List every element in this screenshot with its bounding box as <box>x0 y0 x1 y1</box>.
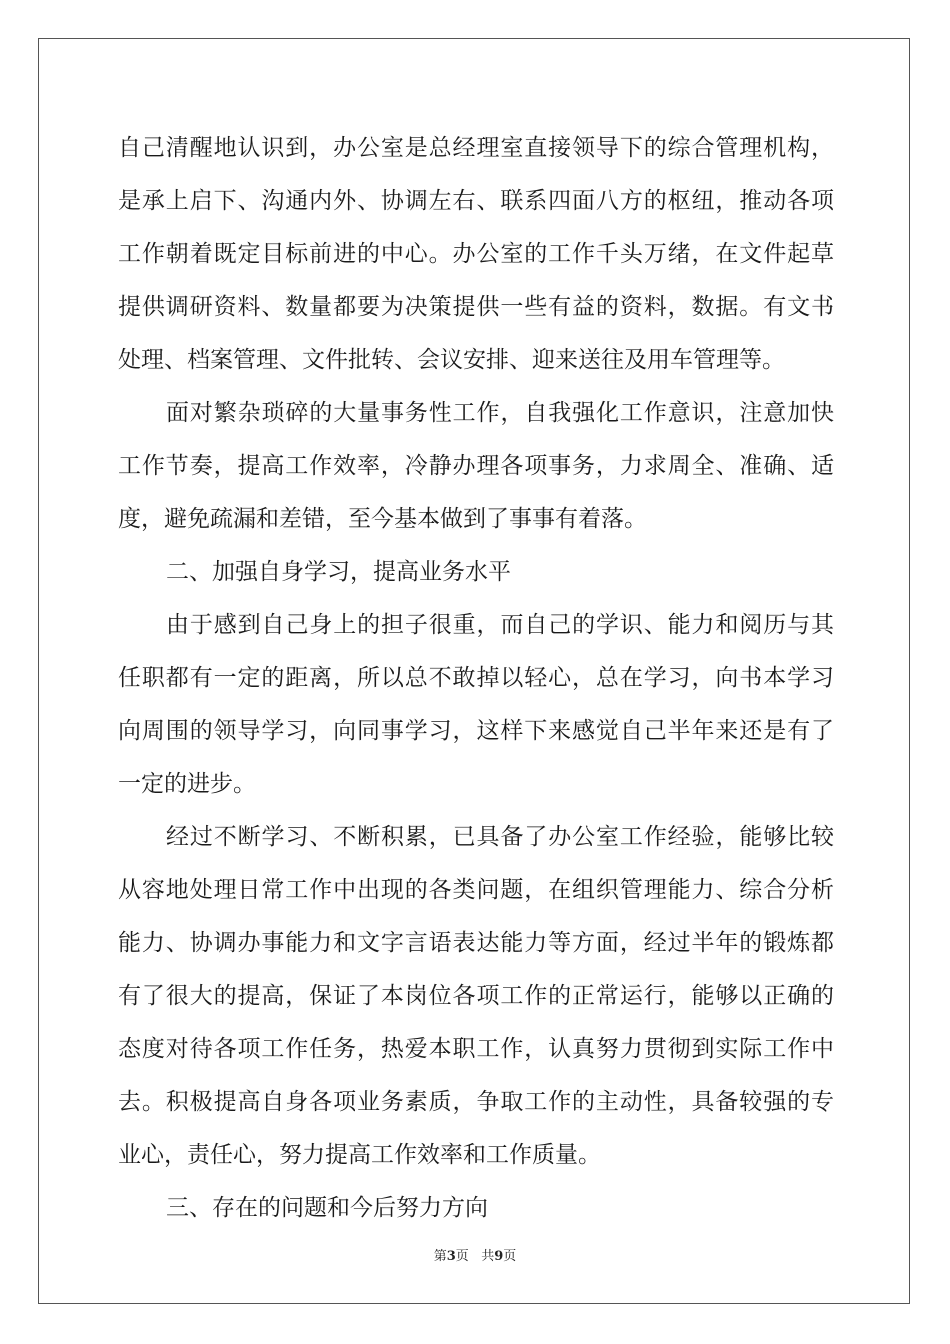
total-pages: 9 <box>494 1249 504 1264</box>
paragraph-line: 处理、档案管理、文件批转、会议安排、迎来送往及用车管理等。 <box>118 347 785 373</box>
paragraph-line: 从容地处理日常工作中出现的各类问题，在组织管理能力、综合分析 <box>118 877 834 903</box>
page-number: 3 <box>446 1249 456 1264</box>
page-footer <box>0 1245 950 1264</box>
page-suffix: 页 <box>455 1249 469 1264</box>
paragraph-line: 业心，责任心，努力提高工作效率和工作质量。 <box>118 1142 601 1168</box>
paragraph-line: 自己清醒地认识到，办公室是总经理室直接领导下的综合管理机构， <box>118 135 834 161</box>
paragraph-line: 度，避免疏漏和差错，至今基本做到了事事有着落。 <box>118 506 647 532</box>
paragraph-line: 由于感到自己身上的担子很重，而自己的学识、能力和阅历与其 <box>166 612 834 638</box>
section-heading: 二、加强自身学习，提高业务水平 <box>166 559 511 585</box>
paragraph-line: 工作朝着既定目标前进的中心。办公室的工作千头万绪，在文件起草 <box>118 241 834 267</box>
paragraph-line: 向周围的领导学习，向同事学习，这样下来感觉自己半年来还是有了 <box>118 718 834 744</box>
paragraph-line: 工作节奏，提高工作效率，冷静办理各项事务，力求周全、准确、适 <box>118 453 834 479</box>
paragraph-line: 能力、协调办事能力和文字言语表达能力等方面，经过半年的锻炼都 <box>118 930 834 956</box>
paragraph-line: 是承上启下、沟通内外、协调左右、联系四面八方的枢纽，推动各项 <box>118 188 834 214</box>
total-suffix: 页 <box>503 1249 517 1264</box>
section-heading: 三、存在的问题和今后努力方向 <box>166 1195 488 1221</box>
page-prefix: 第 <box>433 1249 447 1264</box>
paragraph-line: 态度对待各项工作任务，热爱本职工作，认真努力贯彻到实际工作中 <box>118 1036 834 1062</box>
paragraph-line: 任职都有一定的距离，所以总不敢掉以轻心，总在学习，向书本学习 <box>118 665 834 691</box>
paragraph-line: 面对繁杂琐碎的大量事务性工作，自我强化工作意识，注意加快 <box>166 400 834 426</box>
paragraph-line: 去。积极提高自身各项业务素质，争取工作的主动性，具备较强的专 <box>118 1089 834 1115</box>
paragraph-line: 一定的进步。 <box>118 771 256 797</box>
paragraph-line: 有了很大的提高，保证了本岗位各项工作的正常运行，能够以正确的 <box>118 983 834 1009</box>
paragraph-line: 经过不断学习、不断积累，已具备了办公室工作经验，能够比较 <box>166 824 834 850</box>
paragraph-line: 提供调研资料、数量都要为决策提供一些有益的资料，数据。有文书 <box>118 294 834 320</box>
total-prefix: 共 <box>481 1249 495 1264</box>
